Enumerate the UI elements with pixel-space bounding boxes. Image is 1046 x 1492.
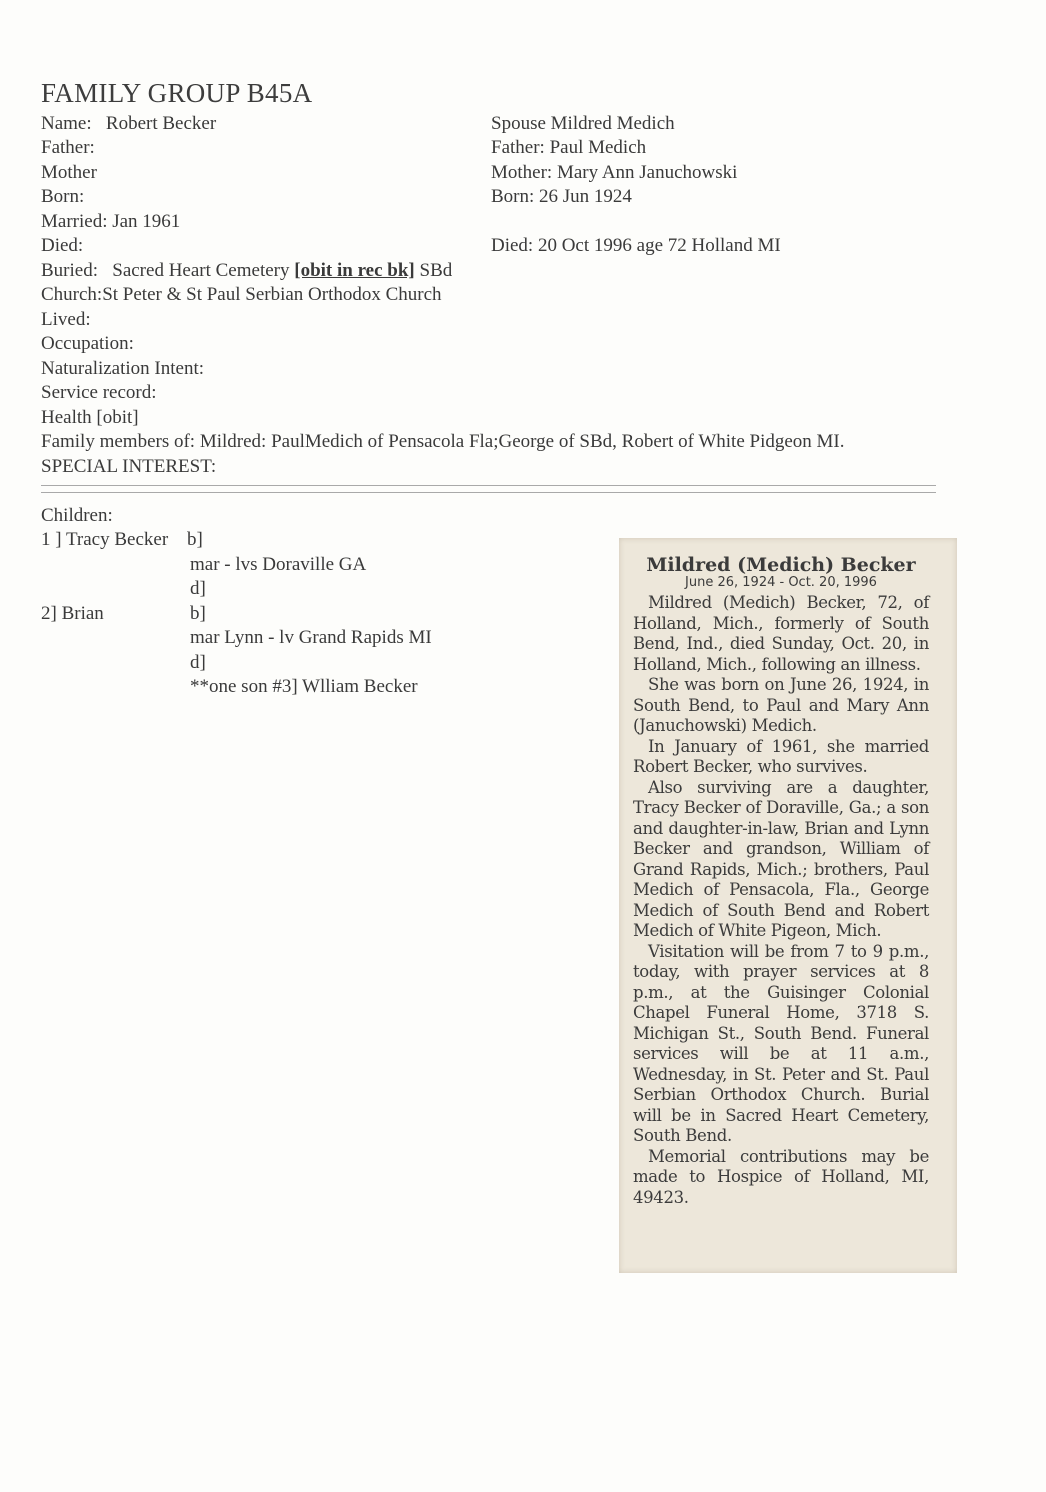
- spouse-mother-field: Mother: Mary Ann Januchowski: [491, 162, 738, 183]
- lived-field: Lived:: [41, 309, 91, 330]
- children-label: Children:: [41, 505, 113, 526]
- name-value: Robert Becker: [105, 113, 217, 134]
- child-2-died: d]: [190, 652, 206, 673]
- spouse-father-field: Father: Paul Medich: [491, 137, 647, 158]
- child-2-born: b]: [190, 603, 206, 624]
- obituary-title: Mildred (Medich) Becker: [646, 554, 916, 576]
- obit-link[interactable]: [obit in rec bk]: [294, 260, 415, 281]
- name-field: [41, 112, 216, 137]
- child-1-married: mar - lvs Doraville GA: [190, 554, 367, 575]
- born-field: Born:: [41, 186, 85, 207]
- name-label: Name:: [41, 113, 92, 134]
- obituary-paragraph: Memorial contributions may be made to Hospice of Holland, MI, 49423.: [633, 1146, 929, 1207]
- obituary-paragraph: Visitation will be from 7 to 9 p.m., today, with prayer services at 8 p.m., at the Guisinger Colonial Chapel Funeral Home, 3718 S. Michigan St., South Bend. Funeral services will be at 11 a.m., Wednesday, in St. Peter and St. Paul Serbian Orthodox Church. Burial will be in Sacred Heart Cemetery, South Bend.: [633, 941, 929, 1145]
- spouse-field: Spouse Mildred Medich: [491, 113, 675, 134]
- page-title: FAMILY GROUP B45A: [41, 78, 313, 108]
- obituary-text: [633, 554, 929, 1208]
- child-2-married: mar Lynn - lv Grand Rapids MI: [190, 627, 432, 648]
- child-1-died: d]: [190, 578, 206, 599]
- buried-suffix: SBd: [419, 260, 453, 281]
- separator-line: [41, 485, 936, 493]
- child-1-name: 1 ] Tracy Becker: [41, 529, 169, 550]
- church-field: Church:St Peter & St Paul Serbian Orthodox Church: [41, 284, 442, 305]
- mother-field: Mother: [41, 162, 97, 183]
- died-field: Died:: [41, 235, 84, 256]
- health-field: Health [obit]: [41, 407, 139, 428]
- obituary-dates: June 26, 1924 - Oct. 20, 1996: [685, 575, 877, 590]
- spouse-died-field: Died: 20 Oct 1996 age 72 Holland MI: [491, 235, 781, 256]
- naturalization-field: Naturalization Intent:: [41, 358, 205, 379]
- special-interest-field: SPECIAL INTEREST:: [41, 456, 217, 477]
- occupation-field: Occupation:: [41, 333, 134, 354]
- obituary-paragraph: Mildred (Medich) Becker, 72, of Holland, Mich., formerly of South Bend, Ind., died Sunday, Oct. 20, in Holland, Mich., following an illness.: [633, 593, 929, 674]
- child-2-note: **one son #3] Wlliam Becker: [190, 676, 418, 697]
- buried-field: [41, 259, 452, 284]
- family-members-field: Family members of: Mildred: PaulMedich of Pensacola Fla;George of SBd, Robert of White Pidgeon MI.: [41, 431, 845, 452]
- buried-label: Buried:: [41, 260, 98, 281]
- spouse-born-field: Born: 26 Jun 1924: [491, 186, 632, 207]
- child-2-name: 2] Brian: [41, 603, 104, 624]
- service-record-field: Service record:: [41, 382, 157, 403]
- obituary-paragraph: Also surviving are a daughter, Tracy Becker of Doraville, Ga.; a son and daughter-in-law, Brian and Lynn Becker and grandson, William of Grand Rapids, Mich.; brothers, Paul Medich of Pensacola, Fla., George Medich of South Bend and Robert Medich of White Pigeon, Mich.: [633, 777, 929, 940]
- child-1-born: b]: [187, 529, 203, 550]
- obituary-paragraph: She was born on June 26, 1924, in South Bend, to Paul and Mary Ann (Januchowski) Medich.: [633, 675, 929, 735]
- married-field: Married: Jan 1961: [41, 211, 181, 232]
- obituary-paragraph: In January of 1961, she married Robert Becker, who survives.: [633, 736, 929, 776]
- father-field: Father:: [41, 137, 95, 158]
- buried-value: Sacred Heart Cemetery: [112, 260, 290, 281]
- obituary-clipping: [619, 538, 957, 1273]
